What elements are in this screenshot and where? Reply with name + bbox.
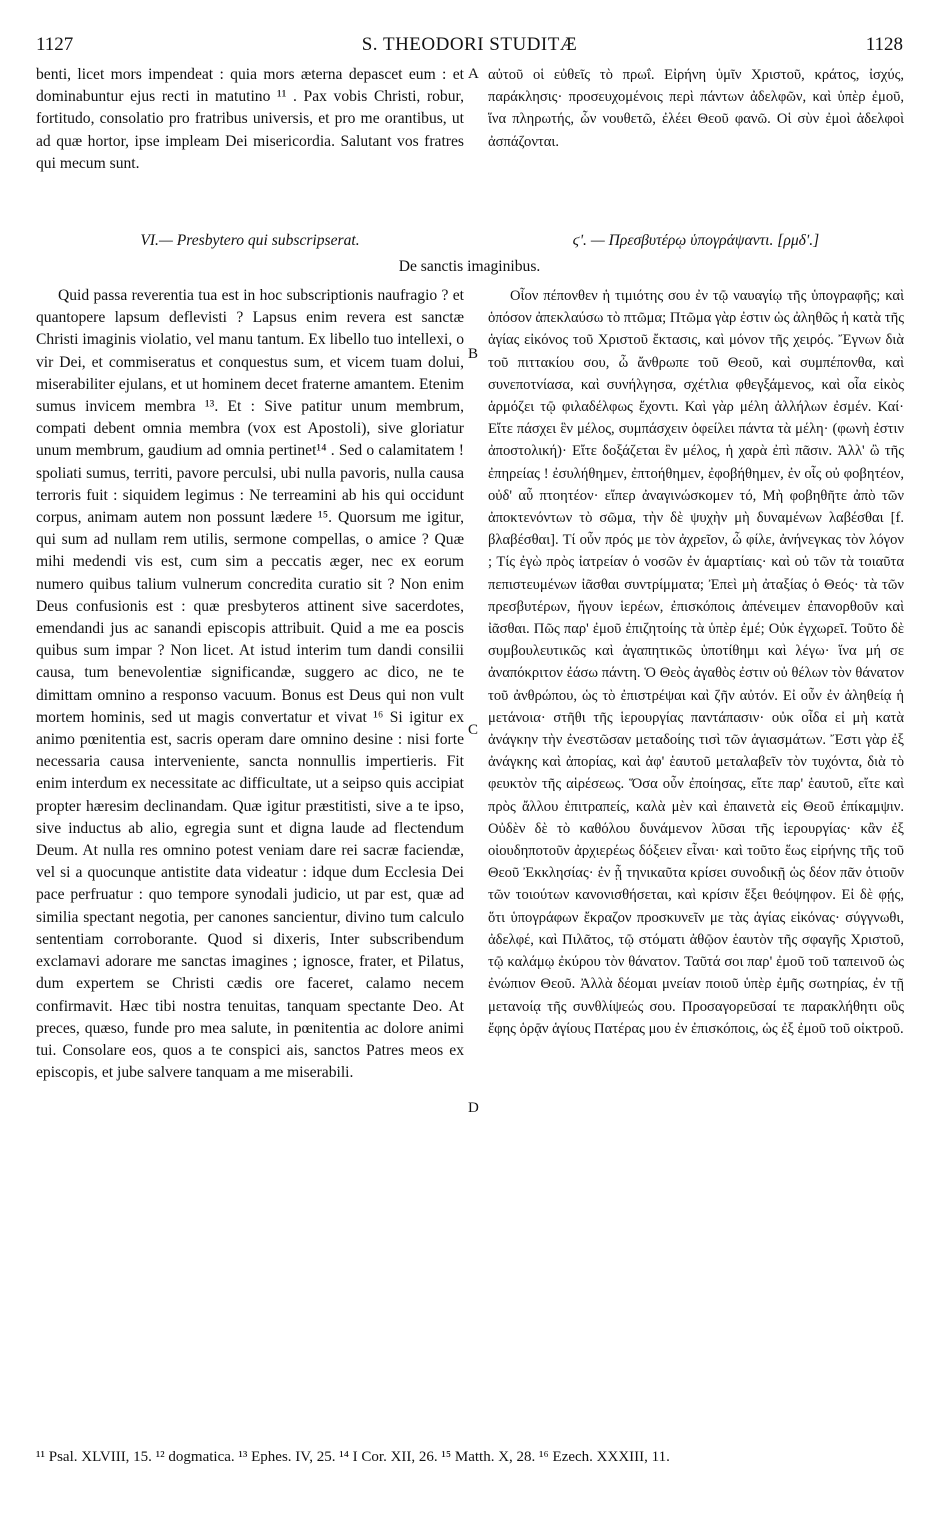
footnotes: ¹¹ Psal. XLVIII, 15. ¹² dogmatica. ¹³ Ephes. IV, 25. ¹⁴ I Cor. XII, 26. ¹⁵ Matth. X, 28. ¹⁶ Ezech. XXXIII, 11. (36, 1449, 670, 1465)
margin-mark-b: B (468, 346, 479, 362)
margin-mark-a: A (468, 66, 479, 82)
page-number-right: 1128 (865, 34, 903, 55)
greek-column-top (488, 64, 904, 153)
latin-body-paragraph: Quid passa reverentia tua est in hoc subscriptionis naufragio ? et quantopere lapsum deflevisti ? Lapsus enim revera est sanctæ Christi imaginis violatio, vel manu tantum. Ex libello tuo intellexi, o vir Dei, et commiseratus et conquestus sum, et vicem tuam dolui, miserabiliter ejulans, et ut hominem decet fraterne amantem. Etenim sumus invicem membra ¹³. Et : Sive patitur unum membrum, compati debent omnia membra (vox est Apostoli), sive gloriatur unum membrum, gaudium ad omnia pertinet¹⁴ . Sed o calamitatem ! spoliati sumus, territi, pavore perculsi, ubi nulla pavoris, nulla causa terroris fuit : siquidem legimus : Ne terreamini ab his qui occidunt corpus, animam autem non possunt lædere ¹⁵. Quorsum me igitur, qui sum ad nullam rem utilis, sermone compellas, o amice ? Quæ mihi medendi vis est, cum sim a peccatis æger, nec ex eorum numero quibus talium vulnerum concredita curatio sit ? Non enim Deus confusionis est : quæ presbyteros attinent sive sacerdotes, emendandi jus ac sanandi episcopis attribuit. Quid a me ea poscis quibus sum impar ? Non licet. At istud interim tum dandi consilii causa, tum benevolentiæ significandæ, suggero ac dico, ne te dimittam omnino a responso vacuum. Bonus est Deus qui non vult mortem hominis, sed ut magis convertatur et vivat ¹⁶ Si igitur ex animo pœnitentia est, sacris operam dare omnino desine : nisi forte necessaria causa interveniente, sancta nonnullis impertieris. Fit enim interdum ex necessitate ac difficultate, ut a seipso quis accipiat propter hæresim declinandam. Quæ igitur præstitisti, sive a te ipso, sive inductus ab alio, egregia sunt et digna laude ad flectendum Deum. At nulla res omnino potest veniam dare rei sacræ faciendæ, vel si a quocunque antistite data videatur : idque dum Ecclesia Dei pace perfruatur : quo tempore synodali judicio, ut par est, quæ ad similia spectant negotia, per canones sancientur, divino tum calculo sententiam corroborante. Quod si dixeris, Inter subscribendum exclamavi adorare me sanctas imagines ; ignosce, frater, et Pilatus, dum expertem se Christi cædis ore faceret, calamo necem confirmavit. Hæc tibi nostra tenuitas, tanquam spectante Deo. At preces, quæso, funde pro mea salute, in pœnitentia ac dolore animi tui. Consolare eos, quos a te conspici ais, sanctos Patres meos ex episcopis, et jube salvere tanquam a me miserabili. (36, 287, 464, 1082)
latin-top-paragraph: benti, licet mors impendeat : quia mors æterna depascet eum : et dominabuntur ejus recti in matutino ¹¹ . Pax vobis Christi, robur, fortitudo, consolatio pro fratribus universis, et pro me orantibus, ut ad quæ hortor, ipse impleam Dei misericordia. Salutant vos fratres qui mecum sunt. (36, 66, 464, 172)
running-title: S. THEODORI STUDITÆ (361, 34, 578, 55)
greek-body-paragraph: Οἷον πέπονθεν ἡ τιμιότης σου ἐν τῷ ναυαγίῳ τῆς ὑπογραφῆς; καὶ ὁπόσον ἀπεκλαύσω τὸ πτῶμα; Πτῶμα γὰρ ἐστιν ὡς ἀληθῶς ἡ κατὰ τῆς ἁγίας εἰκόνος τοῦ Χριστοῦ ἔκτασις, καὶ μόνον τῆς χειρός. Ἔγνων διὰ τοῦ πιττακίου σου, ὦ ἄνθρωπε τοῦ Θεοῦ, καὶ συμπέπονθα, καὶ συνεποτνίασα, καὶ συνήλγησα, σχέτλια φθεγξάμενος, καὶ οἷα εἰκὸς ἁρμόζει τῷ φιλαδέλφως ἔχοντι. Καὶ γὰρ μέλη ἀλλήλων ἐσμέν. Καί· Εἴτε πάσχει ἓν μέλος, συμπάσχειν ὀφείλει πάντα τὰ μέλη· (φωνὴ ἐστιν ἀποστολική)· Εἴτε δοξάζεται ἓν μέλος, ἡ χαρὰ ἐπὶ πᾶσιν. Ἀλλ' ὢ τῆς ἐπηρείας ! ἐσυλήθημεν, ἐπτοήθημεν, ἐφοβήθημεν, ἐν οἷς οὐ φοβητέον, οὐδ' αὖ πτοητέον· εἴπερ ἀναγινώσκομεν τό, Μὴ φοβηθῆτε ἀπὸ τῶν ἀποκτενόντων τὸ σῶμα, τὴν δὲ ψυχὴν μὴ δυναμένων λαβέσθαι [f. βλαβέσθαι]. Τί οὖν πρός με τὸν ἀχρεῖον, ὦ φίλε, ἀνήνεγκας τὸν λόγον ; Τίς ἐγὼ πρὸς ἰατρείαν ὁ νοσῶν ἐν ἁμαρτίαις· καὶ οὐ τῶν τὰ τοιαῦτα πεπιστευμένων ἰᾶσθαι συντρίμματα; Ἐπεὶ μὴ ἀταξίας ὁ Θεός· τὰ τῶν πρεσβυτέρων, ἤγουν ἱερέων, ἐπισκόποις ἀπένειμεν ἐπανορθοῦν καὶ ἰᾶσθαι. Πῶς παρ' ἐμοῦ ἐπιζητοίης τὰ ὑπὲρ ἐμέ; Οὐκ ἐγχωρεῖ. Τοῦτο δὲ συμβουλευτικῶς καὶ ἀγαπητικῶς ὑποτίθημι καὶ λέγω· ἵνα μή σε ἀναπόκριτον ἐάσω πάντη. Ὁ Θεὸς ἀγαθὸς ἐστιν οὐ θέλων τὸν θάνατον τοῦ ἀνθρώπου, ὡς τὸ ἐπιστρέψαι καὶ ζῆν αὐτόν. Εἰ οὖν ἐν ἀληθείᾳ ἡ μετάνοια· στῆθι τῆς ἱερουργίας παντάπασιν· οὐκ οἶδα εἰ μὴ κατὰ ἀνάγκην τὴν ἐνεστῶσαν μεταδοίης τισὶ τῶν ἁγιασμάτων. Ἔστι γὰρ ἐξ ἀνάγκης καὶ ἀπορίας, καὶ ἀφ' ἑαυτοῦ μεταλαβεῖν τὸν τυχόντα, διὰ τὸ φευκτὸν τῆς αἱρέσεως. Ὅσα οὖν ἐποίησας, εἴτε παρ' ἑαυτοῦ, εἴτε καὶ πρὸς ἄλλου ἐπιτραπείς, καλὰ μὲν καὶ ἐπαινετὰ εἰς Θεοῦ ἐπίκαμψιν. Οὐδὲν δὲ τὸ καθόλου δυνάμενον λῦσαι τῆς ἱερουργίας· κἂν ἐξ οἱουδηποτοῦν ἀρχιερέως δόξειεν εἶναι· καὶ τοῦτο ἕως εἰρήνης τῆς τοῦ Θεοῦ Ἐκκλησίας· ἐν ᾗ τηνικαῦτα κρίσει συνοδικῇ ὡς δέον πᾶν ὁτιοῦν τῶν τοιούτων κανονισθήσεται, καὶ κρίσιν ἕξει θεόψηφον. Εἰ δὲ φῄς, ὅτι ὑπογράφων ἔκραζον προσκυνεῖν με τὰς ἁγίας εἰκόνας· σύγγνωθι, ἀδελφέ, καὶ Πιλᾶτος, τῷ στόματι ἀθῷον ἑαυτὸν τῆς σφαγῆς Χριστοῦ, τῷ καλάμῳ ἐκύρου τὸν θάνατον. Ταῦτά σοι παρ' ἐμοῦ τοῦ ταπεινοῦ ὡς ἐνώπιον Θεοῦ. Ἀλλὰ δέομαι μνείαν ποιοῦ ὑπὲρ ἐμῆς σωτηρίας, ἐν τῇ μετανοίᾳ τῆς συνθλίψεώς σου. Προσαγορεῦσαί τε παρακλήθητι οὓς ἔφης ὁρᾷν ἁγίους Πατέρας μου ἐν ἐπισκόποις, ὡς ἐξ ἐμοῦ τοῦ οἰκτροῦ. (488, 288, 904, 1037)
latin-column-body (36, 285, 464, 1084)
section-heading-greek: ϛʹ. — Πρεσβυτέρῳ ὑπογράψαντι. [ρμδʹ.] (572, 232, 820, 249)
greek-column-body (488, 285, 904, 1040)
margin-mark-d: D (468, 1100, 479, 1116)
margin-mark-c: C (468, 722, 479, 738)
greek-top-paragraph: αὐτοῦ οἱ εὐθεῖς τὸ πρωΐ. Εἰρήνη ὑμῖν Χριστοῦ, κράτος, ἰσχύς, παράκλησις· προσευχομένοις περὶ πάντων ἀδελφῶν, καὶ ὑπὲρ ἐμοῦ, ἵνα πληρωτής, ὧν νουθετῶ, ἐλέει Θεοῦ φανῶ. Οἱ σὺν ἐμοὶ ἀδελφοὶ ἀσπάζονται. (488, 67, 904, 150)
page-number-left: 1127 (36, 34, 74, 55)
latin-column-top (36, 64, 464, 175)
section-subheading: De sanctis imaginibus. (398, 258, 541, 275)
section-heading-latin: VI.— Presbytero qui subscripserat. (140, 232, 360, 249)
running-header (36, 34, 903, 60)
